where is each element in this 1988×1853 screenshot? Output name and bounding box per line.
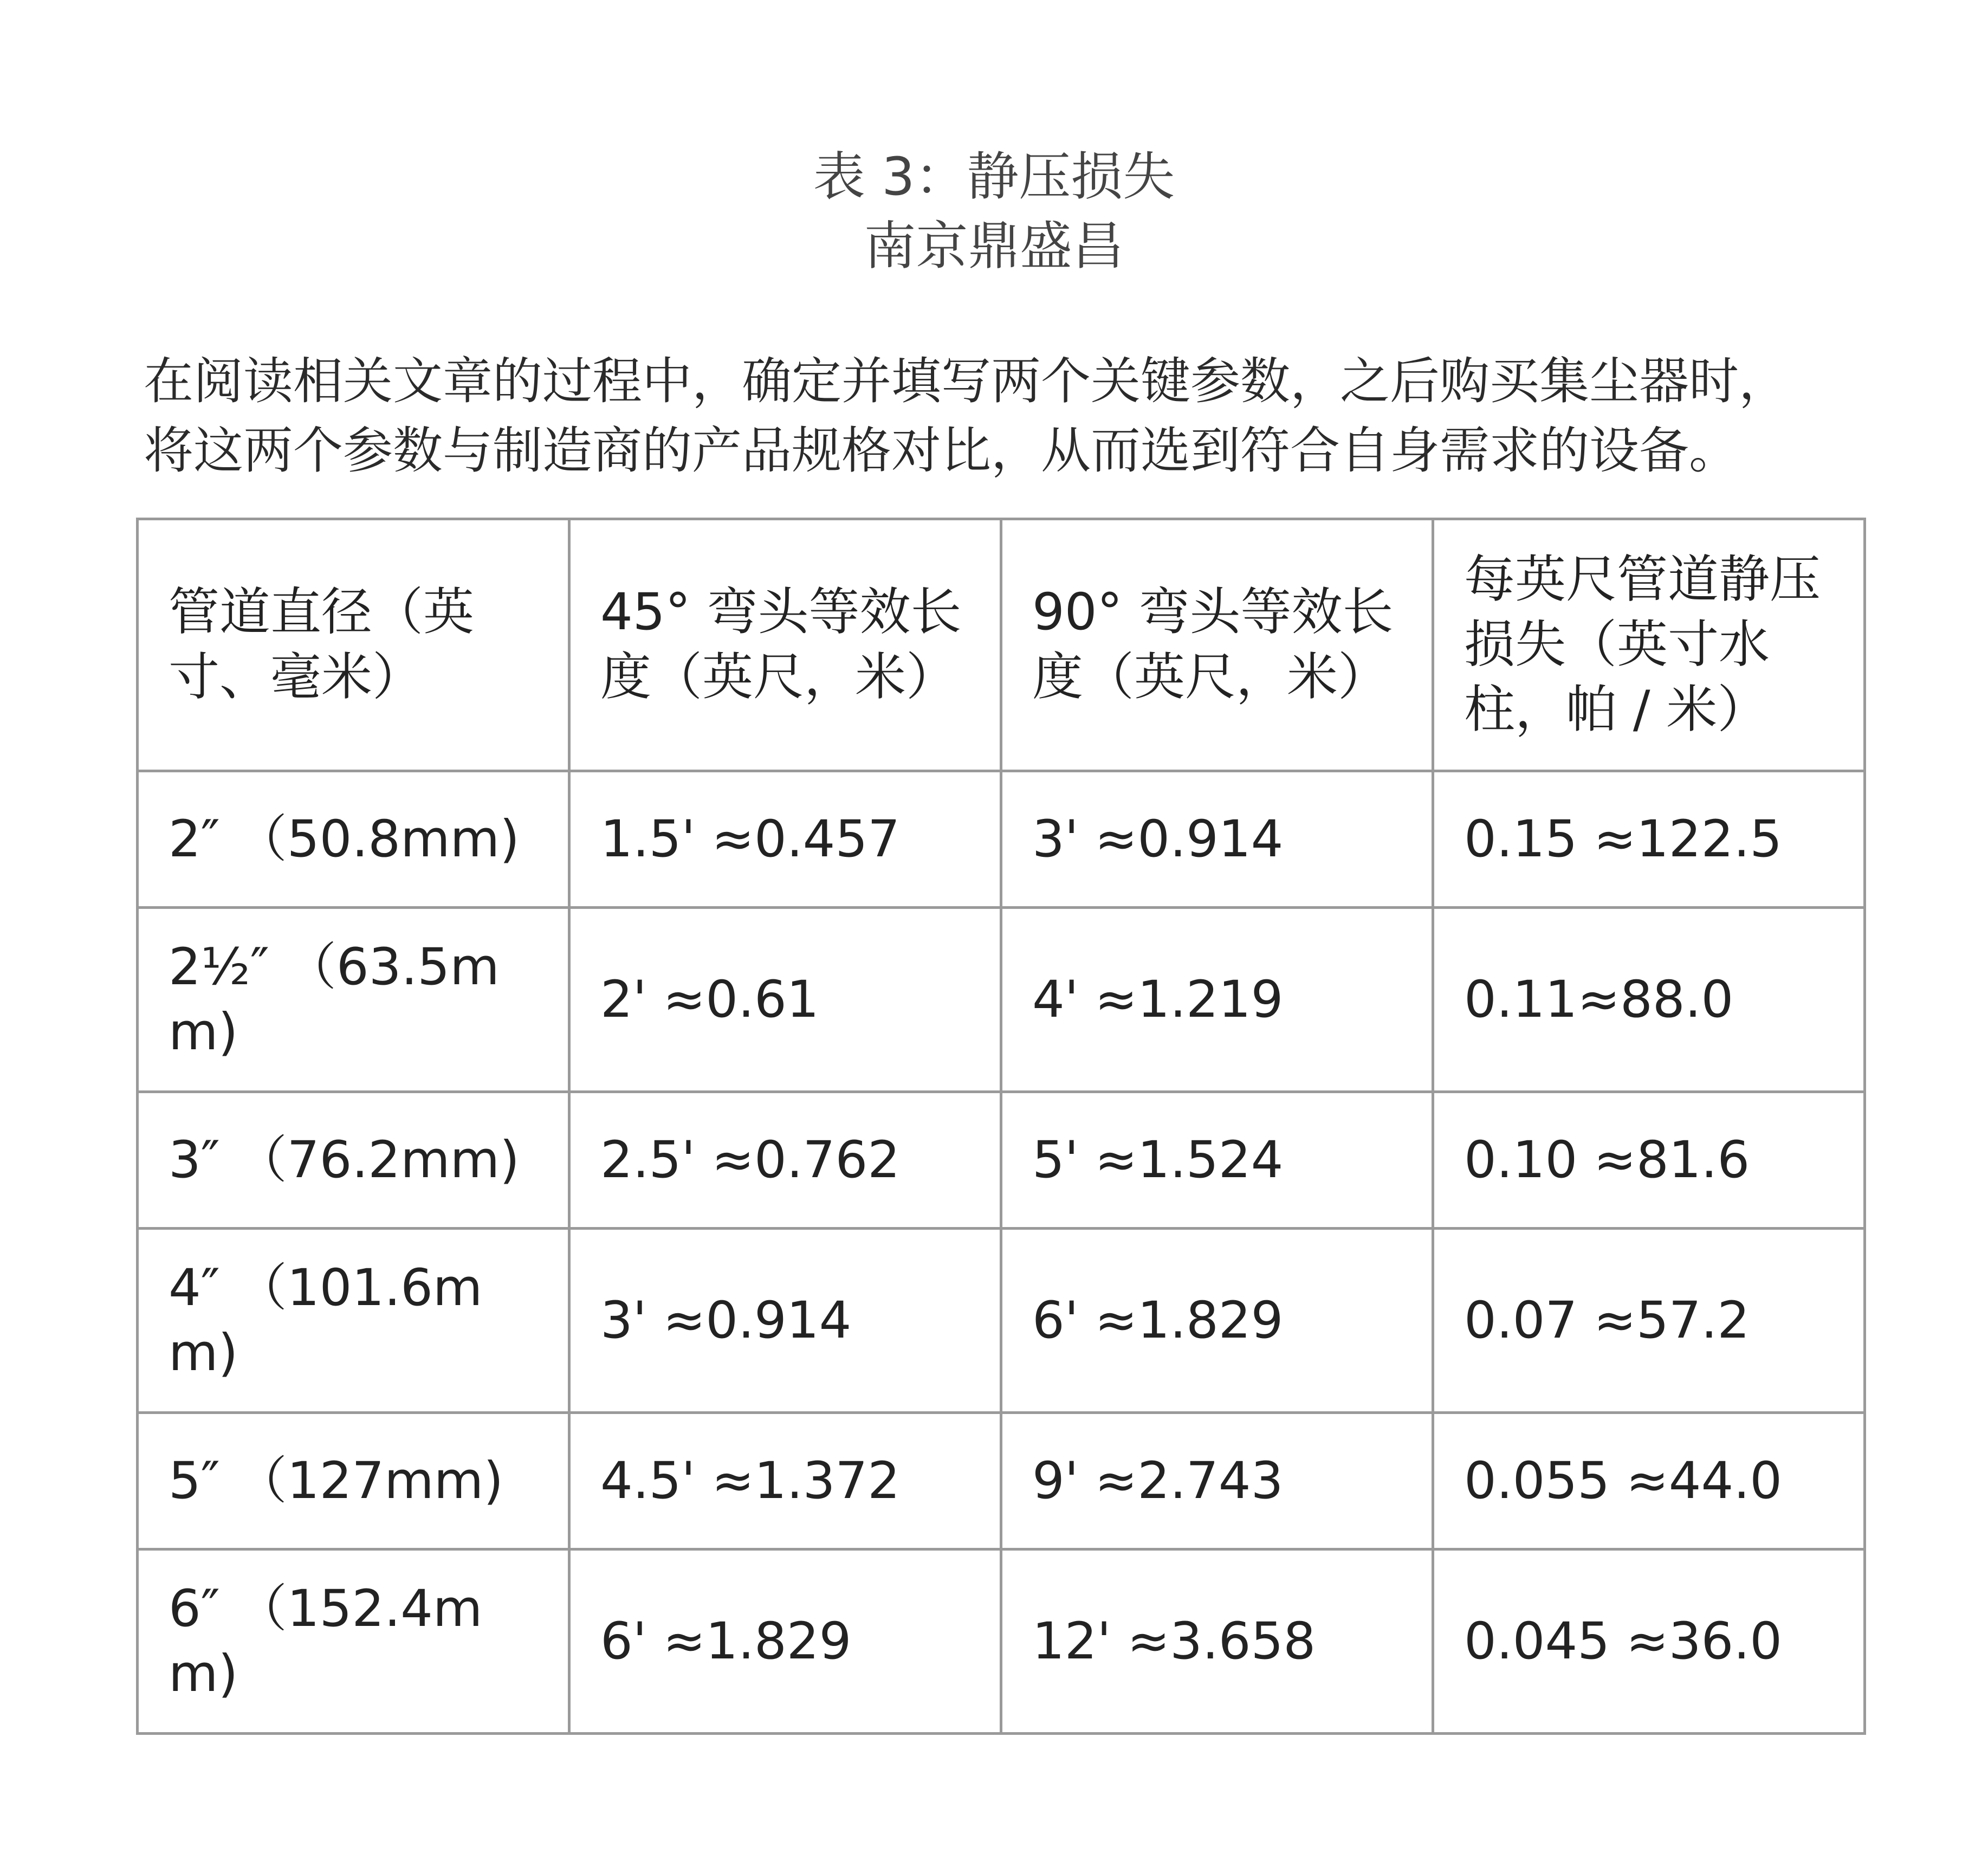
cell-90-elbow-length: 4' ≈1.219 <box>1001 908 1433 1092</box>
cell-loss-per-foot: 0.055 ≈44.0 <box>1433 1413 1865 1549</box>
table-title-source: 南京鼎盛昌 <box>864 216 1124 276</box>
header-duct-diameter: 管道直径（英寸、毫米） <box>138 519 569 771</box>
intro-paragraph <box>144 347 1877 486</box>
static-pressure-loss-table <box>136 518 1866 1735</box>
cell-45-elbow-length: 1.5' ≈0.457 <box>569 771 1001 908</box>
table-title-main: 表 3：静压损失 <box>813 146 1175 207</box>
header-45-elbow-length: 45° 弯头等效长度（英尺，米） <box>569 519 1001 771</box>
cell-loss-per-foot: 0.045 ≈36.0 <box>1433 1549 1865 1734</box>
cell-loss-per-foot: 0.11≈88.0 <box>1433 908 1865 1092</box>
cell-duct-diameter: 4″ （101.6mm) <box>138 1229 569 1413</box>
cell-loss-per-foot: 0.07 ≈57.2 <box>1433 1229 1865 1413</box>
table-row <box>138 1413 1865 1549</box>
intro-line-2: 将这两个参数与制造商的产品规格对比，从而选到符合自身需求的设备。 <box>144 422 1739 480</box>
cell-loss-per-foot: 0.15 ≈122.5 <box>1433 771 1865 908</box>
cell-45-elbow-length: 4.5' ≈1.372 <box>569 1413 1001 1549</box>
table-row <box>138 771 1865 908</box>
cell-duct-diameter: 3″ （76.2mm) <box>138 1092 569 1229</box>
cell-90-elbow-length: 9' ≈2.743 <box>1001 1413 1433 1549</box>
cell-duct-diameter: 6″ （152.4mm) <box>138 1549 569 1734</box>
header-90-elbow-length: 90° 弯头等效长度（英尺，米） <box>1001 519 1433 771</box>
cell-loss-per-foot: 0.10 ≈81.6 <box>1433 1092 1865 1229</box>
cell-90-elbow-length: 12' ≈3.658 <box>1001 1549 1433 1734</box>
cell-45-elbow-length: 2' ≈0.61 <box>569 908 1001 1092</box>
header-loss-per-foot: 每英尺管道静压损失（英寸水柱，帕 / 米） <box>1433 519 1865 771</box>
table-row <box>138 1549 1865 1734</box>
table-header-row <box>138 519 1865 771</box>
cell-90-elbow-length: 6' ≈1.829 <box>1001 1229 1433 1413</box>
table-row <box>138 908 1865 1092</box>
cell-90-elbow-length: 3' ≈0.914 <box>1001 771 1433 908</box>
cell-45-elbow-length: 3' ≈0.914 <box>569 1229 1001 1413</box>
table-title <box>0 142 1988 281</box>
table-row <box>138 1229 1865 1413</box>
cell-duct-diameter: 2½″ （63.5mm) <box>138 908 569 1092</box>
cell-45-elbow-length: 6' ≈1.829 <box>569 1549 1001 1734</box>
cell-duct-diameter: 5″ （127mm) <box>138 1413 569 1549</box>
cell-90-elbow-length: 5' ≈1.524 <box>1001 1092 1433 1229</box>
cell-45-elbow-length: 2.5' ≈0.762 <box>569 1092 1001 1229</box>
table-row <box>138 1092 1865 1229</box>
cell-duct-diameter: 2″ （50.8mm) <box>138 771 569 908</box>
intro-line-1: 在阅读相关文章的过程中，确定并填写两个关键参数，之后购买集尘器时， <box>144 352 1789 410</box>
